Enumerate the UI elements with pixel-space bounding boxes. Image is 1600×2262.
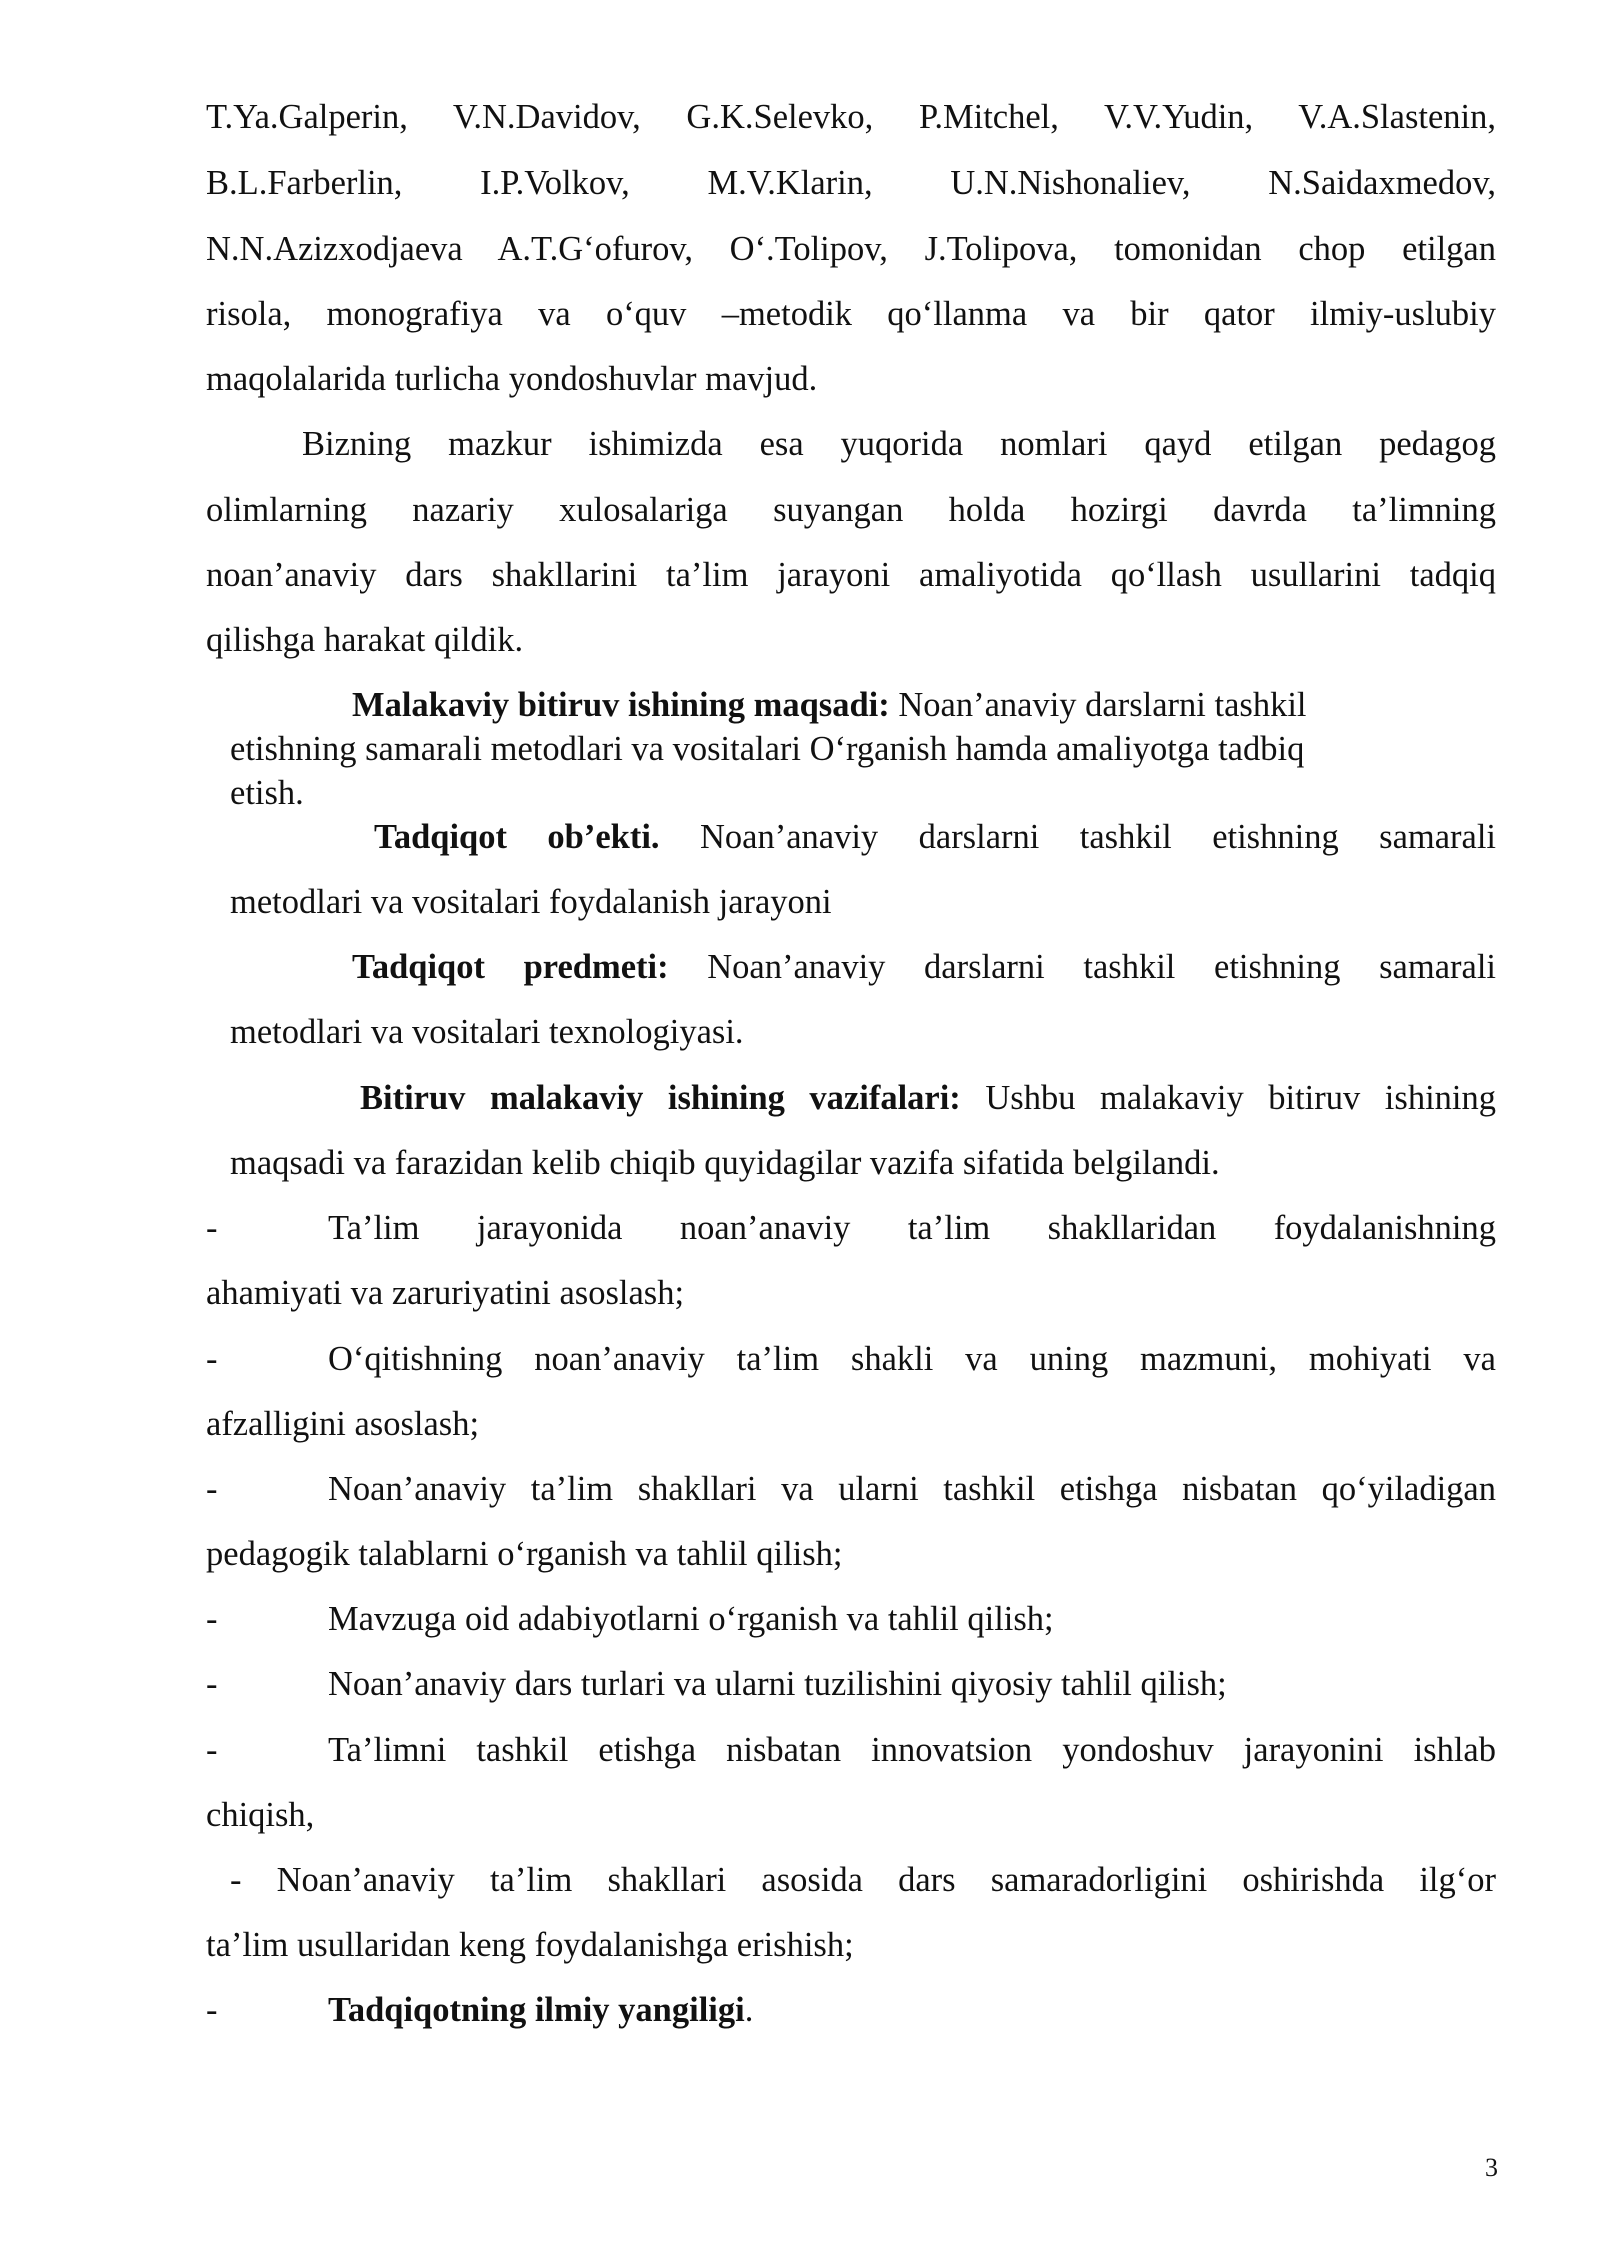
subject-line: metodlari va vositalari texnologiyasi. (230, 1013, 744, 1051)
tasks-label: Bitiruv malakaviy ishining vazifalari: (360, 1079, 961, 1117)
goal-label: Malakaviy bitiruv ishining maqsadi: (352, 686, 890, 724)
list-dash: - (206, 1991, 218, 2029)
intro-line: B.L.Farberlin, I.P.Volkov, M.V.Klarin, U.N.Nishonaliev, N.Saidaxmedov, (206, 164, 1496, 202)
tasks-text: Ushbu malakaviy bitiruv ishining (960, 1079, 1496, 1117)
goal-text: Noan’anaviy darslarni tashkil (889, 686, 1307, 724)
list-item: O‘qitishning noan’anaviy ta’lim shakli va uning mazmuni, mohiyati va (328, 1340, 1496, 1378)
goal-line: etish. (230, 774, 304, 812)
list-item: Noan’anaviy dars turlari va ularni tuzilishini qiyosiy tahlil qilish; (328, 1665, 1227, 1703)
approach-line: olimlarning nazariy xulosalariga suyangan holda hozirgi davrda ta’limning (206, 491, 1496, 529)
list-item: Ta’limni tashkil etishga nisbatan innovatsion yondoshuv jarayonini ishlab (328, 1731, 1496, 1769)
goal-line (352, 685, 1412, 725)
list-item-final (328, 1990, 1496, 2030)
list-item-cont: ahamiyati va zaruriyatini asoslash; (206, 1274, 685, 1312)
list-dash: - (206, 1731, 218, 1769)
object-text: Noan’anaviy darslarni tashkil etishning samarali (659, 818, 1496, 856)
object-line: metodlari va vositalari foydalanish jarayoni (230, 883, 832, 921)
object-label: Tadqiqot ob’ekti. (374, 818, 660, 856)
intro-line: T.Ya.Galperin, V.N.Davidov, G.K.Selevko, P.Mitchel, V.V.Yudin, V.A.Slastenin, (206, 98, 1496, 136)
list-dash: - (206, 1665, 218, 1703)
list-item: Mavzuga oid adabiyotlarni o‘rganish va tahlil qilish; (328, 1600, 1054, 1638)
approach-line: Bizning mazkur ishimizda esa yuqorida nomlari qayd etilgan pedagog (302, 425, 1496, 463)
intro-line: N.N.Azizxodjaeva A.T.G‘ofurov, O‘.Tolipov, J.Tolipova, tomonidan chop etilgan (206, 230, 1496, 268)
list-dash: - (206, 1470, 218, 1508)
list-item-cont: afzalligini asoslash; (206, 1405, 480, 1443)
list-item: Ta’lim jarayonida noan’anaviy ta’lim shakllaridan foydalanishning (328, 1209, 1496, 1247)
goal-line: etishning samarali metodlari va vositalari O‘rganish hamda amaliyotga tadbiq (230, 730, 1305, 768)
list-item-cont: ta’lim usullaridan keng foydalanishga erishish; (206, 1926, 854, 1964)
list-dash: - (206, 1340, 218, 1378)
object-line (374, 817, 1496, 857)
intro-line: risola, monografiya va o‘quv –metodik qo‘llanma va bir qator ilmiy-uslubiy (206, 295, 1496, 333)
approach-line: noan’anaviy dars shakllarini ta’lim jarayoni amaliyotida qo‘llash usullarini tadqiq (206, 556, 1496, 594)
subject-label: Tadqiqot predmeti: (352, 948, 669, 986)
list-item-cont: chiqish, (206, 1796, 315, 1834)
list-item: Noan’anaviy ta’lim shakllari va ularni tashkil etishga nisbatan qo‘yiladigan (328, 1470, 1496, 1508)
subject-text: Noan’anaviy darslarni tashkil etishning samarali (668, 948, 1496, 986)
intro-line: maqolalarida turlicha yondoshuvlar mavjud. (206, 360, 818, 398)
tasks-line (360, 1078, 1496, 1118)
tasks-line: maqsadi va farazidan kelib chiqib quyidagilar vazifa sifatida belgilandi. (230, 1144, 1220, 1182)
list-item: - Noan’anaviy ta’lim shakllari asosida dars samaradorligini oshirishda ilg‘or (230, 1861, 1496, 1899)
approach-line: qilishga harakat qildik. (206, 621, 524, 659)
list-dash: - (206, 1600, 218, 1638)
scientific-novelty-label: Tadqiqotning ilmiy yangiligi (328, 1991, 745, 2029)
final-period: . (744, 1991, 754, 2029)
list-dash: - (206, 1209, 218, 1247)
subject-line (352, 947, 1496, 987)
list-item-cont: pedagogik talablarni o‘rganish va tahlil qilish; (206, 1535, 843, 1573)
page-number: 3 (1485, 2153, 1498, 2182)
